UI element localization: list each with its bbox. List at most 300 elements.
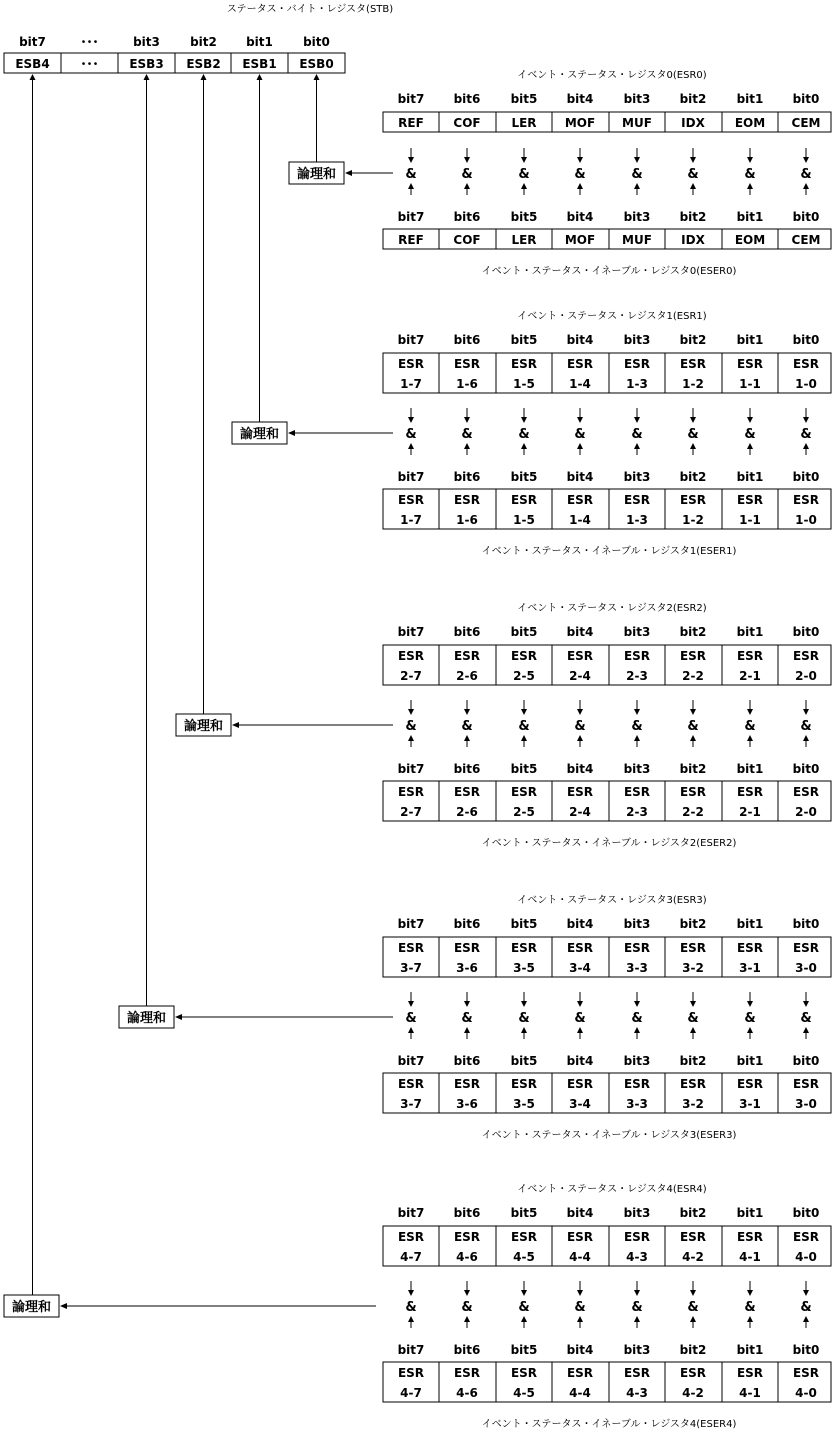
- eser-bit-label: bit2: [679, 762, 707, 776]
- stb-bit-label: bit1: [246, 35, 273, 49]
- arrow-up-icon: [577, 443, 583, 449]
- arrow-down-icon: [408, 709, 414, 715]
- eser-bit-label: bit4: [566, 210, 594, 224]
- esr-cell-label: 1-5: [513, 377, 535, 391]
- eser-title: イベント・ステータス・イネーブル・レジスタ2(ESER2): [481, 838, 737, 849]
- and-gate: &: [744, 1300, 756, 1315]
- arrow-up-icon: [747, 443, 753, 449]
- esr-cell-label: 2-6: [456, 669, 478, 683]
- arrow-down-icon: [803, 1290, 809, 1296]
- esr-cell-label: ESR: [792, 941, 820, 955]
- esr-bit-label: bit0: [792, 1206, 820, 1220]
- esr-register: [383, 937, 831, 977]
- arrow-up-icon: [690, 443, 696, 449]
- eser-cell-label: ESR: [736, 1077, 764, 1091]
- esr-cell-label: ESR: [623, 649, 651, 663]
- esr-bit-label: bit2: [679, 92, 707, 106]
- eser-bit-label: bit7: [397, 1343, 425, 1357]
- eser-bit-label: bit7: [397, 470, 425, 484]
- eser-cell-label: 4-3: [626, 1386, 648, 1400]
- and-gate: &: [574, 1011, 586, 1026]
- esr-cell-label: ESR: [453, 357, 481, 371]
- esr-cell-label: ESR: [736, 1230, 764, 1244]
- eser-bit-label: bit4: [566, 1054, 594, 1068]
- arrow-down-icon: [408, 157, 414, 163]
- esr-bit-label: bit7: [397, 1206, 425, 1220]
- or-gate-label: 論理和: [126, 1011, 167, 1026]
- esr-cell-label: 1-3: [626, 377, 648, 391]
- eser-bit-label: bit3: [623, 470, 651, 484]
- eser-cell-label: ESR: [623, 1077, 651, 1091]
- arrow-down-icon: [577, 709, 583, 715]
- esr-cell-label: 3-1: [739, 961, 761, 975]
- esr-cell-label: LER: [511, 116, 537, 130]
- esr-cell-label: ESR: [510, 357, 538, 371]
- eser-cell-label: 2-6: [456, 805, 478, 819]
- and-gate: &: [574, 427, 586, 442]
- esr-cell-label: 1-6: [456, 377, 478, 391]
- eser-cell-label: 2-1: [739, 805, 761, 819]
- eser-bit-label: bit2: [679, 210, 707, 224]
- eser-bit-label: bit3: [623, 210, 651, 224]
- esr-cell-label: ESR: [510, 1230, 538, 1244]
- esr-title: イベント・ステータス・レジスタ2(ESR2): [517, 603, 707, 614]
- eser-bit-label: bit1: [736, 1054, 764, 1068]
- esr-bit-label: bit7: [397, 625, 425, 639]
- eser-cell-label: ESR: [566, 493, 594, 507]
- esr-cell-label: 1-4: [569, 377, 591, 391]
- esr-bit-label: bit2: [679, 1206, 707, 1220]
- and-gate: &: [744, 167, 756, 182]
- esr-cell-label: 2-2: [682, 669, 704, 683]
- eser-cell-label: 2-7: [400, 805, 422, 819]
- eser-cell-label: CEM: [791, 233, 821, 247]
- esr-cell-label: ESR: [510, 941, 538, 955]
- eser-cell-label: ESR: [623, 785, 651, 799]
- arrow-up-icon: [577, 1316, 583, 1322]
- and-gate: &: [574, 167, 586, 182]
- eser-cell-label: ESR: [453, 493, 481, 507]
- esr-cell-label: 2-7: [400, 669, 422, 683]
- arrow-up-icon: [521, 1027, 527, 1033]
- esr-bit-label: bit3: [623, 917, 651, 931]
- arrow-down-icon: [577, 417, 583, 423]
- arrow-down-icon: [464, 1001, 470, 1007]
- esr-bit-label: bit6: [453, 1206, 481, 1220]
- and-gate: &: [631, 427, 643, 442]
- arrow-up-icon: [521, 183, 527, 189]
- eser-cell-label: ESR: [453, 785, 481, 799]
- esr-bit-label: bit3: [623, 92, 651, 106]
- arrow-up-icon: [577, 183, 583, 189]
- eser-bit-label: bit0: [792, 210, 820, 224]
- arrow-up-icon: [747, 1027, 753, 1033]
- and-gate: &: [687, 1011, 699, 1026]
- esr-cell-label: REF: [398, 116, 424, 130]
- esr-cell-label: ESR: [397, 941, 425, 955]
- esr-cell-label: ESR: [679, 1230, 707, 1244]
- and-gate: &: [631, 1011, 643, 1026]
- and-gate: &: [800, 427, 812, 442]
- stb-cell-label: ESB3: [129, 57, 164, 71]
- and-gate: &: [518, 427, 530, 442]
- esr-cell-label: ESR: [736, 357, 764, 371]
- esr-title: イベント・ステータス・レジスタ3(ESR3): [517, 895, 707, 906]
- and-gate: &: [518, 167, 530, 182]
- esr-cell-label: ESR: [792, 649, 820, 663]
- eser-cell-label: 4-0: [795, 1386, 817, 1400]
- arrow-up-icon: [577, 735, 583, 741]
- eser-cell-label: ESR: [679, 1077, 707, 1091]
- eser-bit-label: bit6: [453, 470, 481, 484]
- eser-cell-label: 1-3: [626, 513, 648, 527]
- esr-cell-label: ESR: [679, 357, 707, 371]
- arrow-up-icon: [803, 1316, 809, 1322]
- eser-cell-label: 4-6: [456, 1386, 478, 1400]
- and-gate: &: [687, 167, 699, 182]
- eser-cell-label: MOF: [564, 233, 596, 247]
- arrow-up-icon: [464, 735, 470, 741]
- eser-bit-label: bit4: [566, 762, 594, 776]
- eser-cell-label: 3-2: [682, 1097, 704, 1111]
- stb-bit-label: bit2: [190, 35, 217, 49]
- eser-register: [383, 1362, 831, 1402]
- esr-cell-label: 2-3: [626, 669, 648, 683]
- eser-bit-label: bit0: [792, 762, 820, 776]
- arrow-down-icon: [690, 1290, 696, 1296]
- and-gate: &: [405, 719, 417, 734]
- and-gate: &: [744, 719, 756, 734]
- esr-cell-label: 2-4: [569, 669, 591, 683]
- eser-cell-label: 3-1: [739, 1097, 761, 1111]
- esr-cell-label: 3-0: [795, 961, 817, 975]
- eser-cell-label: ESR: [623, 1366, 651, 1380]
- eser-cell-label: ESR: [510, 785, 538, 799]
- and-gate: &: [687, 1300, 699, 1315]
- eser-cell-label: MUF: [622, 233, 652, 247]
- arrow-left-icon: [175, 1014, 182, 1020]
- arrow-down-icon: [634, 417, 640, 423]
- esr-bit-label: bit6: [453, 625, 481, 639]
- esr-bit-label: bit5: [510, 92, 538, 106]
- esr-bit-label: bit4: [566, 92, 594, 106]
- arrow-down-icon: [747, 417, 753, 423]
- eser-cell-label: 4-2: [682, 1386, 704, 1400]
- esr-cell-label: ESR: [397, 649, 425, 663]
- arrow-up-icon: [634, 183, 640, 189]
- esr-bit-label: bit2: [679, 333, 707, 347]
- esr-bit-label: bit5: [510, 917, 538, 931]
- esr-cell-label: ESR: [566, 941, 594, 955]
- esr-cell-label: 3-7: [400, 961, 422, 975]
- esr-bit-label: bit6: [453, 333, 481, 347]
- esr-cell-label: MOF: [564, 116, 596, 130]
- and-gate: &: [405, 1011, 417, 1026]
- esr-cell-label: 4-7: [400, 1250, 422, 1264]
- eser-register: [383, 1073, 831, 1113]
- or-gate-label: 論理和: [183, 719, 224, 734]
- eser-bit-label: bit4: [566, 470, 594, 484]
- esr-cell-label: ESR: [566, 1230, 594, 1244]
- esr-cell-label: ESR: [397, 357, 425, 371]
- arrow-down-icon: [521, 157, 527, 163]
- and-gate: &: [461, 1011, 473, 1026]
- arrow-up-icon: [464, 1027, 470, 1033]
- arrow-up-icon: [803, 443, 809, 449]
- arrow-down-icon: [747, 1290, 753, 1296]
- eser-bit-label: bit1: [736, 762, 764, 776]
- esr-cell-label: 3-2: [682, 961, 704, 975]
- arrow-up-icon: [257, 74, 263, 80]
- eser-bit-label: bit3: [623, 1343, 651, 1357]
- esr-cell-label: 3-5: [513, 961, 535, 975]
- arrow-left-icon: [345, 170, 352, 176]
- esr-cell-label: ESR: [679, 941, 707, 955]
- eser-cell-label: ESR: [679, 785, 707, 799]
- eser-cell-label: ESR: [397, 493, 425, 507]
- esr-cell-label: 4-6: [456, 1250, 478, 1264]
- and-gate: &: [518, 719, 530, 734]
- eser-cell-label: 3-0: [795, 1097, 817, 1111]
- arrow-up-icon: [408, 1027, 414, 1033]
- stb-bit-label: bit3: [133, 35, 160, 49]
- and-gate: &: [687, 719, 699, 734]
- esr-cell-label: 3-4: [569, 961, 591, 975]
- arrow-down-icon: [521, 709, 527, 715]
- arrow-down-icon: [634, 157, 640, 163]
- and-gate: &: [687, 427, 699, 442]
- eser-cell-label: ESR: [679, 493, 707, 507]
- arrow-up-icon: [803, 183, 809, 189]
- esr-bit-label: bit5: [510, 333, 538, 347]
- esr-bit-label: bit1: [736, 625, 764, 639]
- eser-cell-label: 2-0: [795, 805, 817, 819]
- arrow-down-icon: [577, 1290, 583, 1296]
- arrow-left-icon: [288, 430, 295, 436]
- eser-cell-label: LER: [511, 233, 537, 247]
- arrow-down-icon: [464, 1290, 470, 1296]
- eser-title: イベント・ステータス・イネーブル・レジスタ4(ESER4): [481, 1419, 737, 1430]
- arrow-left-icon: [60, 1303, 67, 1309]
- eser-cell-label: 3-4: [569, 1097, 591, 1111]
- esr-cell-label: 2-1: [739, 669, 761, 683]
- arrow-down-icon: [464, 709, 470, 715]
- eser-cell-label: ESR: [566, 1366, 594, 1380]
- eser-cell-label: 3-7: [400, 1097, 422, 1111]
- esr-register: [383, 353, 831, 393]
- esr-cell-label: ESR: [453, 649, 481, 663]
- and-gate: &: [574, 719, 586, 734]
- esr-cell-label: COF: [453, 116, 481, 130]
- esr-cell-label: EOM: [734, 116, 766, 130]
- eser-bit-label: bit5: [510, 210, 538, 224]
- eser-cell-label: ESR: [453, 1077, 481, 1091]
- esr-bit-label: bit6: [453, 917, 481, 931]
- eser-register: [383, 489, 831, 529]
- eser-bit-label: bit2: [679, 1343, 707, 1357]
- eser-cell-label: ESR: [566, 785, 594, 799]
- esr-register: [383, 645, 831, 685]
- arrow-down-icon: [521, 1001, 527, 1007]
- arrow-down-icon: [690, 157, 696, 163]
- arrow-down-icon: [521, 1290, 527, 1296]
- arrow-down-icon: [803, 709, 809, 715]
- eser-cell-label: 2-2: [682, 805, 704, 819]
- and-gate: &: [800, 1011, 812, 1026]
- stb-cell-label: ･･･: [80, 57, 99, 71]
- arrow-up-icon: [521, 1316, 527, 1322]
- eser-cell-label: ESR: [792, 493, 820, 507]
- arrow-down-icon: [634, 1001, 640, 1007]
- esr-cell-label: 2-0: [795, 669, 817, 683]
- esr-cell-label: ESR: [453, 1230, 481, 1244]
- arrow-left-icon: [232, 722, 239, 728]
- esr-title: イベント・ステータス・レジスタ1(ESR1): [517, 311, 707, 322]
- eser-bit-label: bit1: [736, 470, 764, 484]
- eser-bit-label: bit6: [453, 1343, 481, 1357]
- arrow-down-icon: [464, 157, 470, 163]
- esr-cell-label: 4-2: [682, 1250, 704, 1264]
- eser-bit-label: bit5: [510, 1054, 538, 1068]
- eser-bit-label: bit1: [736, 210, 764, 224]
- eser-cell-label: 4-1: [739, 1386, 761, 1400]
- and-gate: &: [631, 719, 643, 734]
- arrow-up-icon: [634, 443, 640, 449]
- eser-bit-label: bit6: [453, 762, 481, 776]
- esr-cell-label: 1-1: [739, 377, 761, 391]
- arrow-up-icon: [408, 735, 414, 741]
- arrow-down-icon: [634, 709, 640, 715]
- esr-bit-label: bit1: [736, 1206, 764, 1220]
- eser-bit-label: bit7: [397, 762, 425, 776]
- eser-bit-label: bit3: [623, 1054, 651, 1068]
- arrow-down-icon: [408, 1001, 414, 1007]
- eser-cell-label: ESR: [510, 1077, 538, 1091]
- arrow-down-icon: [577, 157, 583, 163]
- eser-cell-label: 1-1: [739, 513, 761, 527]
- arrow-up-icon: [144, 74, 150, 80]
- eser-bit-label: bit5: [510, 762, 538, 776]
- eser-title: イベント・ステータス・イネーブル・レジスタ3(ESER3): [481, 1130, 737, 1141]
- stb-bit-label: ･･･: [80, 35, 99, 49]
- eser-bit-label: bit5: [510, 470, 538, 484]
- esr-cell-label: ESR: [792, 357, 820, 371]
- arrow-up-icon: [314, 74, 320, 80]
- esr-cell-label: 1-2: [682, 377, 704, 391]
- esr-cell-label: IDX: [681, 116, 705, 130]
- eser-cell-label: ESR: [623, 493, 651, 507]
- esr-bit-label: bit4: [566, 917, 594, 931]
- eser-cell-label: 1-4: [569, 513, 591, 527]
- eser-cell-label: 4-4: [569, 1386, 591, 1400]
- eser-bit-label: bit3: [623, 762, 651, 776]
- and-gate: &: [800, 719, 812, 734]
- esr-bit-label: bit3: [623, 333, 651, 347]
- arrow-down-icon: [803, 1001, 809, 1007]
- arrow-up-icon: [201, 74, 207, 80]
- esr-cell-label: ESR: [679, 649, 707, 663]
- eser-cell-label: ESR: [792, 1366, 820, 1380]
- eser-cell-label: 4-5: [513, 1386, 535, 1400]
- esr-bit-label: bit3: [623, 625, 651, 639]
- esr-cell-label: ESR: [623, 941, 651, 955]
- esr-bit-label: bit2: [679, 917, 707, 931]
- arrow-up-icon: [803, 1027, 809, 1033]
- and-gate: &: [744, 427, 756, 442]
- eser-cell-label: 1-0: [795, 513, 817, 527]
- esr-bit-label: bit7: [397, 92, 425, 106]
- arrow-up-icon: [747, 183, 753, 189]
- eser-title: イベント・ステータス・イネーブル・レジスタ0(ESER0): [481, 266, 737, 277]
- esr-cell-label: 1-7: [400, 377, 422, 391]
- arrow-down-icon: [803, 417, 809, 423]
- esr-bit-label: bit5: [510, 625, 538, 639]
- arrow-up-icon: [464, 443, 470, 449]
- eser-cell-label: ESR: [397, 1366, 425, 1380]
- esr-bit-label: bit5: [510, 1206, 538, 1220]
- eser-cell-label: ESR: [397, 1077, 425, 1091]
- stb-cell-label: ESB2: [186, 57, 221, 71]
- esr-bit-label: bit4: [566, 625, 594, 639]
- arrow-down-icon: [634, 1290, 640, 1296]
- esr-cell-label: ESR: [736, 649, 764, 663]
- esr-cell-label: CEM: [791, 116, 821, 130]
- eser-bit-label: bit1: [736, 1343, 764, 1357]
- eser-bit-label: bit6: [453, 210, 481, 224]
- esr-title: イベント・ステータス・レジスタ0(ESR0): [517, 70, 707, 81]
- and-gate: &: [574, 1300, 586, 1315]
- arrow-down-icon: [690, 709, 696, 715]
- eser-cell-label: ESR: [453, 1366, 481, 1380]
- and-gate: &: [461, 167, 473, 182]
- eser-bit-label: bit5: [510, 1343, 538, 1357]
- arrow-down-icon: [408, 417, 414, 423]
- or-gate-label: 論理和: [11, 1300, 52, 1315]
- eser-cell-label: COF: [453, 233, 481, 247]
- arrow-up-icon: [634, 1027, 640, 1033]
- or-gate-label: 論理和: [296, 167, 337, 182]
- arrow-up-icon: [577, 1027, 583, 1033]
- eser-cell-label: ESR: [397, 785, 425, 799]
- esr-bit-label: bit1: [736, 917, 764, 931]
- and-gate: &: [744, 1011, 756, 1026]
- esr-cell-label: ESR: [566, 649, 594, 663]
- arrow-down-icon: [747, 709, 753, 715]
- eser-bit-label: bit0: [792, 1343, 820, 1357]
- eser-cell-label: ESR: [510, 493, 538, 507]
- eser-bit-label: bit6: [453, 1054, 481, 1068]
- arrow-up-icon: [690, 1316, 696, 1322]
- or-gate-label: 論理和: [239, 427, 280, 442]
- eser-bit-label: bit0: [792, 470, 820, 484]
- and-gate: &: [800, 167, 812, 182]
- eser-cell-label: 3-3: [626, 1097, 648, 1111]
- eser-cell-label: ESR: [792, 1077, 820, 1091]
- eser-bit-label: bit2: [679, 1054, 707, 1068]
- esr-bit-label: bit0: [792, 92, 820, 106]
- eser-bit-label: bit7: [397, 1054, 425, 1068]
- and-gate: &: [461, 1300, 473, 1315]
- and-gate: &: [405, 427, 417, 442]
- and-gate: &: [405, 167, 417, 182]
- arrow-up-icon: [747, 735, 753, 741]
- and-gate: &: [461, 427, 473, 442]
- arrow-down-icon: [577, 1001, 583, 1007]
- esr-title: イベント・ステータス・レジスタ4(ESR4): [517, 1184, 707, 1195]
- eser-cell-label: 3-5: [513, 1097, 535, 1111]
- esr-register: [383, 1226, 831, 1266]
- eser-cell-label: 1-5: [513, 513, 535, 527]
